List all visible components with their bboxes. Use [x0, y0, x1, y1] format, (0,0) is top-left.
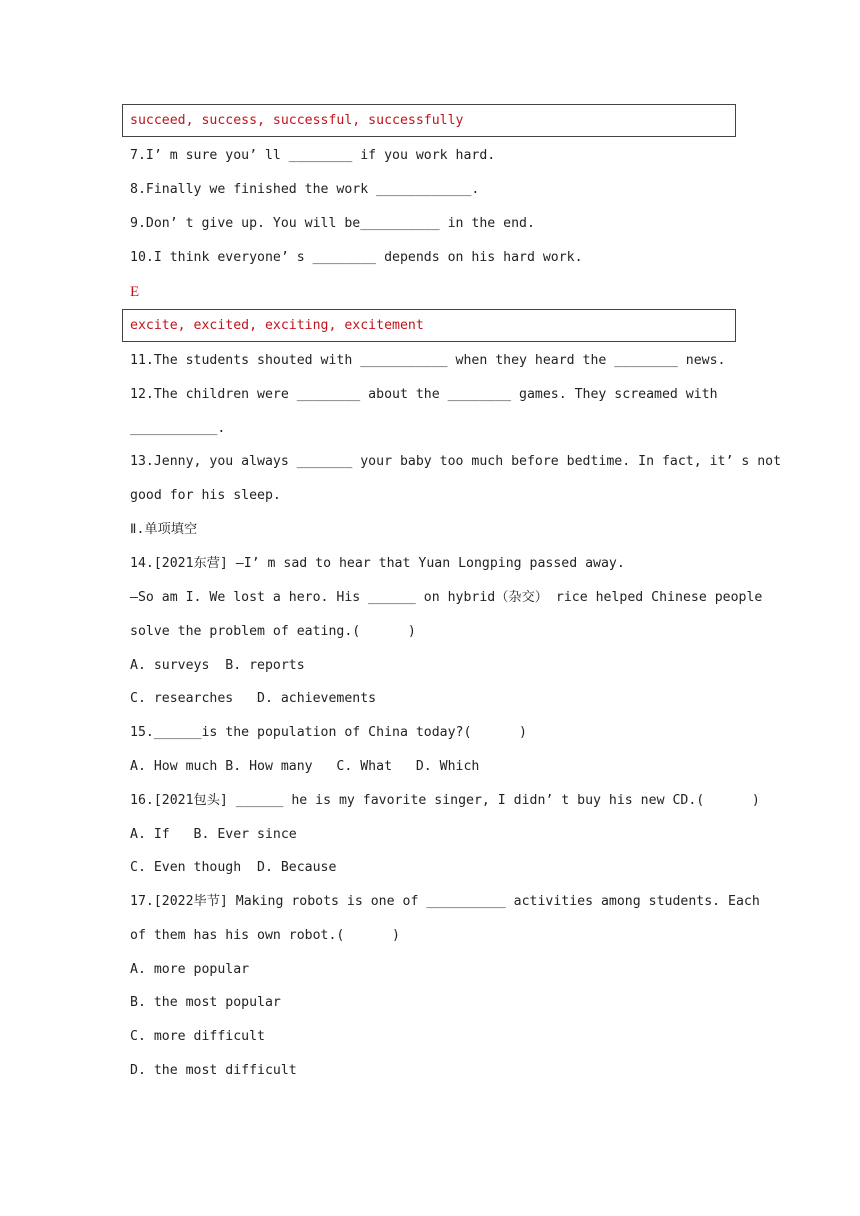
question-15-options: A. How much B. How many C. What D. Which — [130, 759, 480, 774]
question-14-options-ab: A. surveys B. reports — [130, 658, 305, 673]
question-16-options-cd: C. Even though D. Because — [130, 860, 337, 875]
section-2-heading: Ⅱ.单项填空 — [130, 522, 198, 537]
question-10: 10.I think everyone’ s ________ depends on his hard work. — [130, 250, 583, 265]
question-16-options-ab: A. If B. Ever since — [130, 827, 297, 842]
section-e-label: E — [130, 284, 140, 300]
question-13-line2: good for his sleep. — [130, 488, 281, 503]
question-14-options-cd: C. researches D. achievements — [130, 691, 377, 706]
word-box-e — [122, 309, 736, 342]
word-box-e-text: excite, excited, exciting, excitement — [130, 318, 424, 333]
question-17-line2: of them has his own robot.( ) — [130, 928, 400, 943]
word-box-d — [122, 104, 736, 137]
question-13-line1: 13.Jenny, you always _______ your baby too much before bedtime. In fact, it’ s not — [130, 454, 782, 469]
question-12-line1: 12.The children were ________ about the ________ games. They screamed with — [130, 387, 718, 402]
question-14-line1: 14.[2021东营] —I’ m sad to hear that Yuan Longping passed away. — [130, 556, 625, 571]
question-17-option-d: D. the most difficult — [130, 1063, 297, 1078]
word-box-d-text: succeed, success, successful, successfully — [130, 113, 464, 128]
question-8: 8.Finally we finished the work ____________. — [130, 182, 480, 197]
question-15: 15.______is the population of China today?( ) — [130, 725, 527, 740]
question-17-option-a: A. more popular — [130, 962, 250, 977]
question-14-line3: solve the problem of eating.( ) — [130, 624, 416, 639]
question-14-line2: —So am I. We lost a hero. His ______ on hybrid（杂交） rice helped Chinese people — [130, 590, 763, 605]
question-17-option-c: C. more difficult — [130, 1029, 265, 1044]
question-11: 11.The students shouted with ___________ when they heard the ________ news. — [130, 353, 726, 368]
question-16: 16.[2021包头] ______ he is my favorite singer, I didn’ t buy his new CD.( ) — [130, 793, 760, 808]
question-7: 7.I’ m sure you’ ll ________ if you work hard. — [130, 148, 496, 163]
question-17-option-b: B. the most popular — [130, 995, 281, 1010]
question-17-line1: 17.[2022毕节] Making robots is one of __________ activities among students. Each — [130, 894, 760, 909]
question-9: 9.Don’ t give up. You will be__________ in the end. — [130, 216, 535, 231]
question-12-line2: ___________. — [130, 421, 226, 436]
